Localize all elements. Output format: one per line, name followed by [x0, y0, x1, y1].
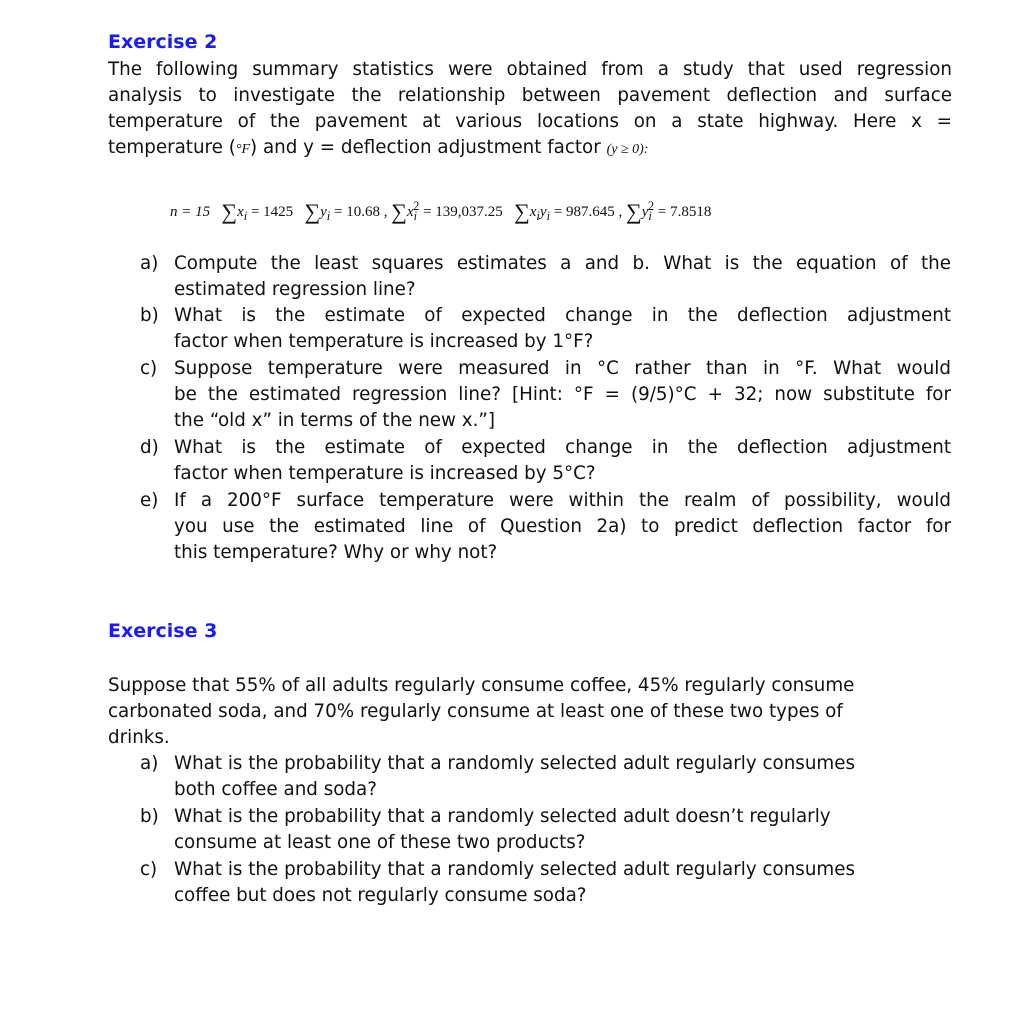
question-line: factor when temperature is increased by 5°C? — [174, 463, 596, 484]
var: y — [641, 204, 649, 220]
intro-line: Suppose that 55% of all adults regularly consume coffee, 45% regularly consume — [108, 675, 855, 696]
sum-x2-value: = 139,037.25 — [423, 204, 503, 220]
intro-line: carbonated soda, and 70% regularly consume at least one of these two types of — [108, 701, 843, 722]
question-label: d) — [140, 437, 159, 458]
intro-text: temperature ( — [108, 137, 236, 158]
var: x — [406, 204, 414, 220]
question-line: If a 200°F surface temperature were within the realm of possibility, would — [174, 490, 951, 511]
question-line: you use the estimated line of Question 2a) to predict deflection factor for — [174, 516, 951, 537]
question-label: c) — [140, 358, 158, 379]
sum-xy-value: = 987.645 , — [553, 204, 623, 220]
question-line: What is the estimate of expected change in the deflection adjustment — [174, 437, 951, 458]
var: y — [320, 204, 327, 220]
intro-line: drinks. — [108, 727, 170, 748]
question-line: Compute the least squares estimates a and b. What is the equation of the — [174, 253, 951, 274]
question-label: a) — [140, 753, 159, 774]
question-line: What is the probability that a randomly selected adult regularly consumes — [174, 859, 855, 880]
exercise-2-intro-last-line — [108, 136, 648, 162]
question-label: b) — [140, 305, 159, 326]
question-label: a) — [140, 253, 159, 274]
question-line: What is the probability that a randomly selected adult regularly consumes — [174, 753, 855, 774]
question-label: e) — [140, 490, 159, 511]
unit-fahrenheit: °F — [235, 142, 251, 157]
sum-y2-value: = 7.8518 — [657, 204, 712, 220]
question-line: What is the estimate of expected change in the deflection adjustment — [174, 305, 951, 326]
summary-statistics-formula: n = 15 $\sum x_i = 1425$ $\sum y_i = 10.68$ , $\sum x_i^2 = 139,037.25$ $\sum x_iy_i = 987.645$ , $\sum y_i^2 = 7.8518$ — [170, 199, 712, 224]
question-line: factor when temperature is increased by 1°F? — [174, 331, 594, 352]
intro-line: The following summary statistics were obtained from a study that used regression — [108, 59, 952, 80]
intro-text: ) and y = deflection adjustment factor — [250, 137, 601, 158]
question-line: the “old x” in terms of the new x.”] — [174, 410, 496, 431]
question-line: What is the probability that a randomly selected adult doesn’t regularly — [174, 806, 831, 827]
var: x — [529, 204, 537, 220]
question-line: Suppose temperature were measured in °C rather than in °F. What would — [174, 358, 951, 379]
sum-y-value: = 10.68 , — [334, 204, 388, 220]
condition: (y ≥ 0): — [606, 142, 649, 157]
question-line: both coffee and soda? — [174, 779, 377, 800]
n-value: n = 15 — [170, 204, 211, 220]
intro-line: temperature of the pavement at various locations on a state highway. Here x = — [108, 111, 952, 132]
var: x — [237, 204, 244, 220]
exercise-3-heading: Exercise 3 — [108, 620, 218, 642]
question-line: this temperature? Why or why not? — [174, 542, 498, 563]
question-line: coffee but does not regularly consume soda? — [174, 885, 587, 906]
question-line: estimated regression line? — [174, 279, 416, 300]
sum-x-value: = 1425 — [250, 204, 294, 220]
exercise-2-heading: Exercise 2 — [108, 31, 218, 53]
question-line: consume at least one of these two products? — [174, 832, 586, 853]
intro-line: analysis to investigate the relationship between pavement deflection and surface — [108, 85, 952, 106]
question-label: b) — [140, 806, 159, 827]
question-label: c) — [140, 859, 158, 880]
question-line: be the estimated regression line? [Hint: °F = (9/5)°C + 32; now substitute for — [174, 384, 951, 405]
